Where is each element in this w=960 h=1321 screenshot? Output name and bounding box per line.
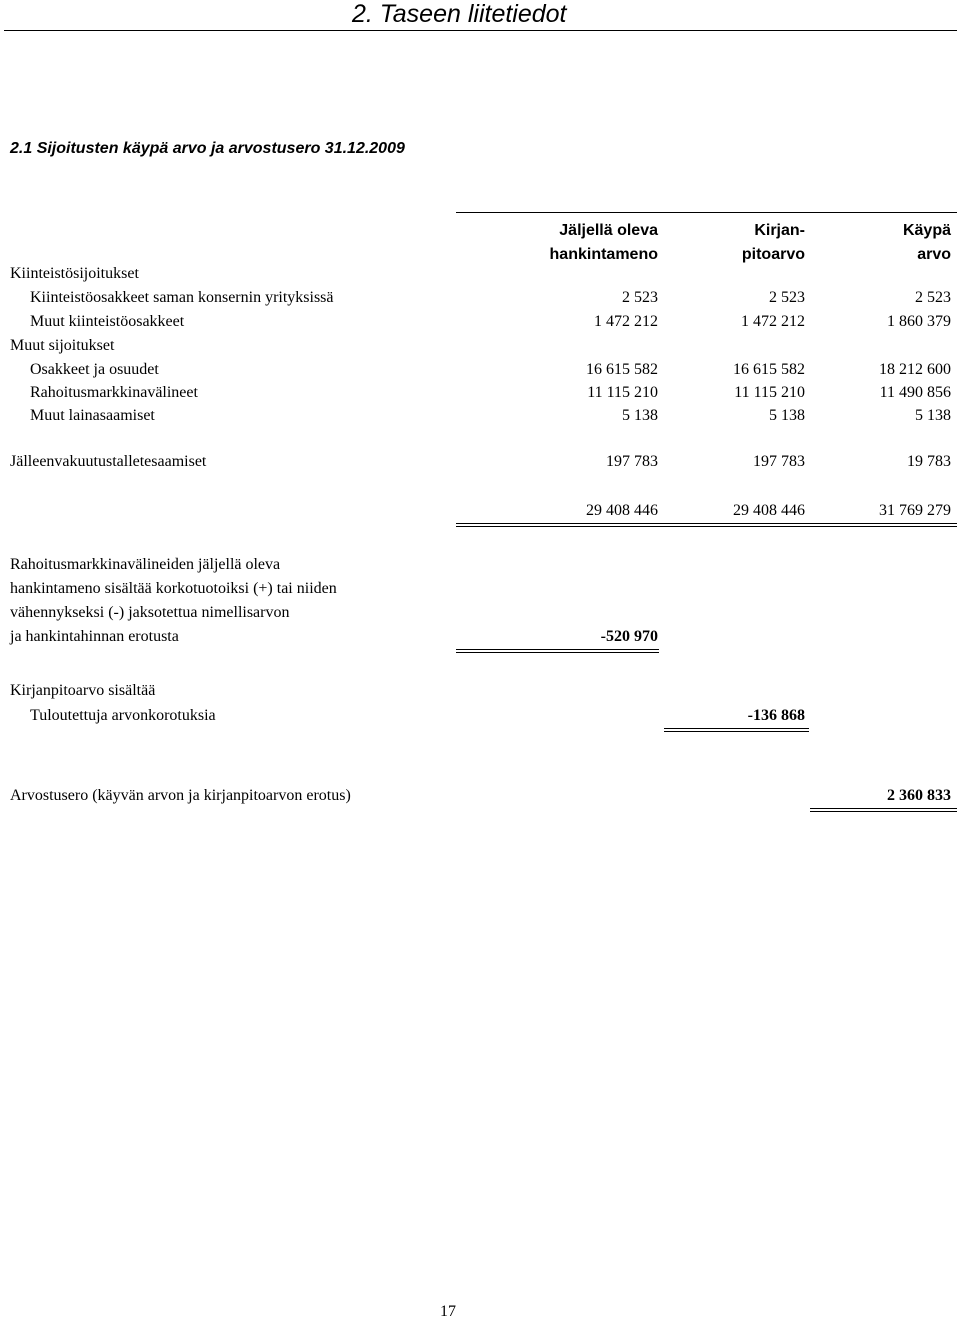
- note-line: Rahoitusmarkkinavälineiden jäljellä oleva: [10, 556, 281, 573]
- col-header-fair-value: Käypä arvo: [902, 222, 951, 263]
- section-subtitle: 2.1 Sijoitusten käypä arvo ja arvostusero 31.12.2009: [10, 140, 405, 157]
- row-label: Muut lainasaamiset: [30, 407, 155, 424]
- page-number: 17: [440, 1303, 456, 1320]
- valuation-difference-label: Arvostusero (käyvän arvon ja kirjanpitoarvon erotus): [10, 787, 351, 804]
- book-value-double-rule-bottom: [664, 731, 809, 732]
- total-book-value: 29 408 446: [733, 502, 805, 519]
- note-line: vähennykseksi (-) jaksotettua nimellisarvon: [10, 604, 290, 621]
- row-label: Osakkeet ja osuudet: [30, 361, 159, 378]
- row-label-real-estate-investments: Kiinteistösijoitukset: [10, 265, 139, 282]
- cell-acquisition-cost: 2 523: [622, 289, 658, 306]
- valuation-double-rule-top: [810, 808, 957, 809]
- cell-book-value: 2 523: [769, 289, 805, 306]
- valuation-double-rule-bottom: [810, 811, 957, 812]
- note-double-rule-bottom: [456, 652, 659, 653]
- cell-fair-value: 19 783: [907, 453, 951, 470]
- col-header-book-value: Kirjan- pitoarvo: [741, 222, 805, 263]
- cell-fair-value: 5 138: [915, 407, 951, 424]
- title-underline: [4, 30, 957, 31]
- book-value-double-rule-top: [664, 728, 809, 729]
- total-fair-value: 31 769 279: [879, 502, 951, 519]
- book-value-amount: -136 868: [747, 707, 805, 724]
- cell-acquisition-cost: 16 615 582: [586, 361, 658, 378]
- cell-acquisition-cost: 11 115 210: [587, 384, 658, 401]
- row-label: Rahoitusmarkkinavälineet: [30, 384, 198, 401]
- cell-book-value: 197 783: [753, 453, 805, 470]
- page-title: 2. Taseen liitetiedot: [352, 0, 567, 28]
- book-value-heading: Kirjanpitoarvo sisältää: [10, 682, 156, 699]
- cell-book-value: 1 472 212: [741, 313, 805, 330]
- cell-fair-value: 11 490 856: [879, 384, 951, 401]
- row-label-other-investments: Muut sijoitukset: [10, 337, 115, 354]
- header-top-rule: [456, 212, 957, 213]
- note-double-rule-top: [456, 649, 659, 650]
- note-line: hankintameno sisältää korkotuotoiksi (+) tai niiden: [10, 580, 337, 597]
- row-label: Jälleenvakuutustalletesaamiset: [10, 453, 207, 470]
- cell-book-value: 16 615 582: [733, 361, 805, 378]
- cell-fair-value: 2 523: [915, 289, 951, 306]
- total-acquisition-cost: 29 408 446: [586, 502, 658, 519]
- valuation-difference-amount: 2 360 833: [887, 787, 951, 804]
- book-value-label: Tuloutettuja arvonkorotuksia: [30, 707, 216, 724]
- totals-double-rule-bottom: [456, 526, 957, 527]
- cell-fair-value: 18 212 600: [879, 361, 951, 378]
- cell-book-value: 5 138: [769, 407, 805, 424]
- cell-acquisition-cost: 1 472 212: [594, 313, 658, 330]
- note-value: -520 970: [600, 628, 658, 645]
- row-label: Muut kiinteistöosakkeet: [30, 313, 185, 330]
- cell-book-value: 11 115 210: [734, 384, 805, 401]
- row-label: Kiinteistöosakkeet saman konsernin yrityksissä: [30, 289, 334, 306]
- note-line: ja hankintahinnan erotusta: [10, 628, 179, 645]
- cell-fair-value: 1 860 379: [887, 313, 951, 330]
- cell-acquisition-cost: 5 138: [622, 407, 658, 424]
- totals-double-rule-top: [456, 523, 957, 524]
- col-header-acquisition-cost: Jäljellä oleva hankintameno: [549, 222, 658, 263]
- cell-acquisition-cost: 197 783: [606, 453, 658, 470]
